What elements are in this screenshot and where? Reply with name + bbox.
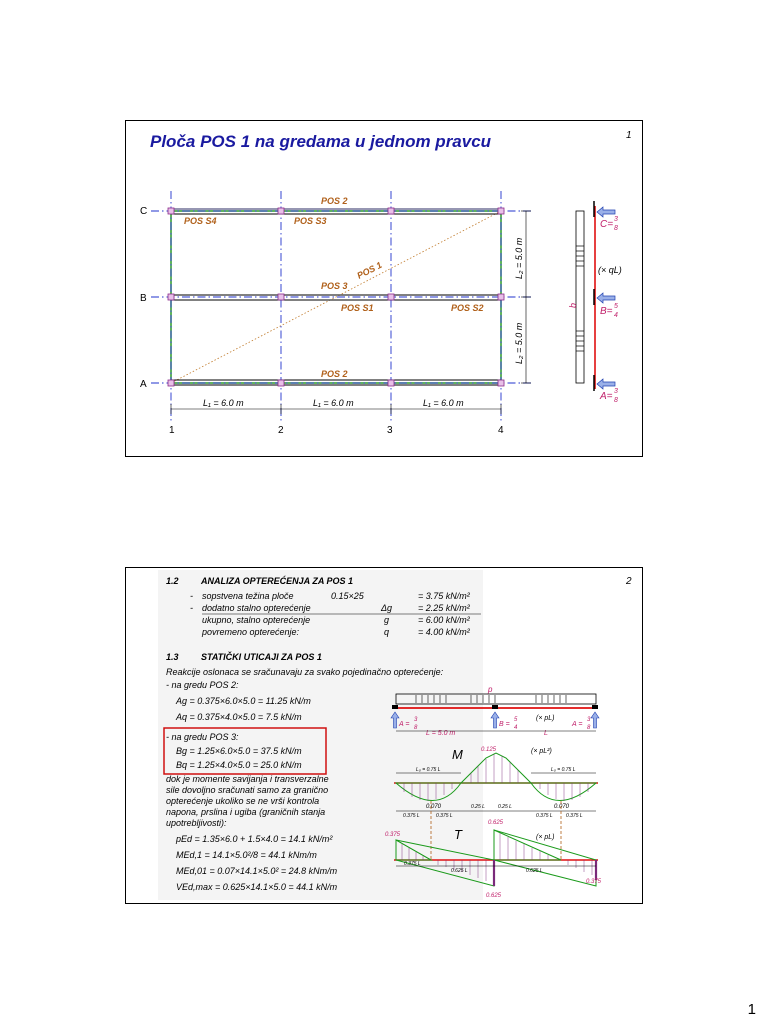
slide-2-content — [126, 568, 644, 905]
diag-a-num-right: 3 — [587, 717, 591, 723]
slide-1 — [125, 120, 643, 457]
dim-t-3: 0.625 L — [526, 868, 543, 874]
col-label-1: 1 — [169, 425, 175, 436]
moment-max: 0.125 — [481, 747, 497, 753]
pos-s3-label: POS S3 — [294, 216, 327, 226]
l0-right: L₀ = 0.75 L — [551, 767, 576, 773]
result-line-4: VEd,max = 0.625×14.1×5.0 = 44.1 kN/m — [176, 882, 338, 892]
load-formula: g — [384, 615, 390, 625]
dim-t-2: 0.625 L — [451, 868, 468, 874]
load-name: povremeno opterećenje: — [202, 627, 300, 637]
m-070-right: 0.070 — [554, 804, 570, 810]
pos2-heading: - na gredu POS 2: — [166, 680, 239, 690]
side-load-diagram — [569, 201, 622, 404]
para-line-1: dok je momente savijanja i transverzalne — [166, 774, 329, 784]
load-value: = 4.00 kN/m² — [418, 627, 470, 637]
intro-text: Reakcije oslonaca se sračunavaju za svako pojedinačno opterećenje: — [166, 667, 444, 677]
pos2-line-1: Ag = 0.375×6.0×5.0 = 11.25 kN/m — [176, 696, 311, 706]
reaction-b-label: B= — [600, 306, 613, 317]
side-factor: (× qL) — [598, 265, 622, 275]
dim-m-1: 0.375 L — [403, 813, 420, 819]
span-label-1: L₁ = 6.0 m — [203, 398, 244, 408]
load-name: dodatno stalno opterećenje — [202, 603, 311, 613]
section-1-2-number: 1.2 — [166, 576, 179, 586]
section-1-3-number: 1.3 — [166, 652, 179, 662]
row-label-c: C — [140, 206, 148, 217]
pos-s4-label: POS S4 — [184, 216, 217, 226]
beam-label-bottom: POS 2 — [321, 369, 348, 379]
load-formula: Δg — [381, 603, 393, 613]
shear-0375-bottom: 0.375 — [586, 879, 602, 885]
row-label-a: A — [140, 379, 147, 390]
para-line-4: napona, prslina i ugiba (graničnih stanja — [166, 807, 326, 817]
diagram-load-label: p — [488, 685, 493, 694]
diag-b-num: 5 — [514, 717, 518, 723]
diag-a-den-left: 8 — [414, 725, 418, 731]
load-name: sopstvena težina ploče — [202, 591, 294, 601]
dim-m-4: 0.25 L — [498, 804, 512, 810]
section-1-3-title: STATIČKI UTICAJI ZA POS 1 — [201, 652, 322, 662]
diag-b-den: 4 — [514, 725, 518, 731]
para-line-5: upotrebljivosti): — [166, 818, 227, 828]
beam-label-top: POS 2 — [321, 196, 348, 206]
diag-a-label-left: A = — [399, 721, 410, 728]
diag-factor-pl: (× pL) — [536, 715, 555, 722]
pos2-line-2: Aq = 0.375×4.0×5.0 = 7.5 kN/m — [176, 712, 302, 722]
reaction-c-num: 3 — [614, 216, 618, 223]
vertical-span-2: L₂ = 5.0 m — [514, 322, 524, 364]
beam-middle — [171, 295, 501, 300]
reaction-a-den: 8 — [614, 397, 618, 404]
load-formula: q — [384, 627, 390, 637]
load-dash: - — [190, 591, 193, 601]
slide-2-number: 2 — [626, 576, 632, 587]
side-load-label: q — [569, 303, 579, 309]
slab-plan-drawing — [126, 121, 644, 458]
dim-t-1: 0.375 L — [404, 861, 421, 867]
span-label-2: L₁ = 6.0 m — [313, 398, 354, 408]
slide-1-number: 1 — [626, 130, 632, 141]
diag-factor-pl-shear: (× pL) — [536, 834, 555, 841]
shear-label: T — [454, 827, 462, 842]
page-number: 1 — [747, 1001, 756, 1018]
l0-left: L₀ = 0.75 L — [416, 767, 441, 773]
diag-a-num-left: 3 — [414, 717, 418, 723]
diag-span-2: L — [544, 730, 548, 737]
para-line-3: opterećenje ukoliko se ne vrši kontrola — [166, 796, 320, 806]
result-line-3: MEd,01 = 0.07×14.1×5.0² = 24.8 kNm/m — [176, 866, 338, 876]
load-value: = 3.75 kN/m² — [418, 591, 470, 601]
dim-m-6: 0.375 L — [566, 813, 583, 819]
vertical-span-1: L₂ = 5.0 m — [514, 237, 524, 279]
diag-b-label: B = — [499, 721, 510, 728]
col-label-4: 4 — [498, 425, 504, 436]
beam-label-middle: POS 3 — [321, 281, 348, 291]
dim-m-2: 0.375 L — [436, 813, 453, 819]
pos-s2-label: POS S2 — [451, 303, 484, 313]
dim-m-5: 0.375 L — [536, 813, 553, 819]
diag-factor-pl2: (× pL²) — [531, 748, 552, 755]
moment-label: M — [452, 747, 463, 762]
section-1-2-title: ANALIZA OPTEREĆENJA ZA POS 1 — [201, 576, 354, 586]
load-dash: - — [190, 603, 193, 613]
reaction-b-num: 5 — [614, 303, 618, 310]
dim-m-3: 0.25 L — [471, 804, 485, 810]
pos3-line-2: Bq = 1.25×4.0×5.0 = 25.0 kN/m — [176, 760, 302, 770]
reaction-a-num: 3 — [614, 388, 618, 395]
m-070-left: 0.070 — [426, 804, 442, 810]
reaction-b-den: 4 — [614, 312, 618, 319]
col-label-3: 3 — [387, 425, 393, 436]
pos3-heading: - na gredu POS 3: — [166, 732, 239, 742]
diag-a-label-right: A = — [572, 721, 583, 728]
pos3-line-1: Bg = 1.25×6.0×5.0 = 37.5 kN/m — [176, 746, 302, 756]
load-value: = 2.25 kN/m² — [418, 603, 470, 613]
diag-a-den-right: 8 — [587, 725, 591, 731]
row-label-b: B — [140, 293, 147, 304]
reaction-c-label: C= — [600, 219, 614, 230]
col-label-2: 2 — [278, 425, 284, 436]
result-line-1: pEd = 1.35×6.0 + 1.5×4.0 = 14.1 kN/m² — [176, 834, 333, 844]
result-line-2: MEd,1 = 14.1×5.0²/8 = 44.1 kNm/m — [176, 850, 317, 860]
shear-0625-bottom: 0.625 — [486, 893, 502, 899]
reaction-c-den: 8 — [614, 225, 618, 232]
load-value: = 6.00 kN/m² — [418, 615, 470, 625]
shear-0625-top: 0.625 — [488, 820, 504, 826]
beam-label-diagonal: POS 1 — [355, 259, 384, 281]
reaction-arrows — [597, 207, 615, 389]
para-line-2: sile dovoljno sračunati samo za granično — [166, 785, 329, 795]
reaction-a-label: A= — [600, 391, 613, 402]
slide-1-title: Ploča POS 1 na gredama u jednom pravcu — [150, 132, 492, 151]
load-name: ukupno, stalno opterećenje — [202, 615, 311, 625]
span-label-3: L₁ = 6.0 m — [423, 398, 464, 408]
slide-2 — [125, 567, 643, 904]
diag-span-1: L = 5.0 m — [426, 730, 456, 737]
pos-s1-label: POS S1 — [341, 303, 374, 313]
shear-0375-top: 0.375 — [385, 832, 401, 838]
load-formula: 0.15×25 — [331, 591, 364, 601]
